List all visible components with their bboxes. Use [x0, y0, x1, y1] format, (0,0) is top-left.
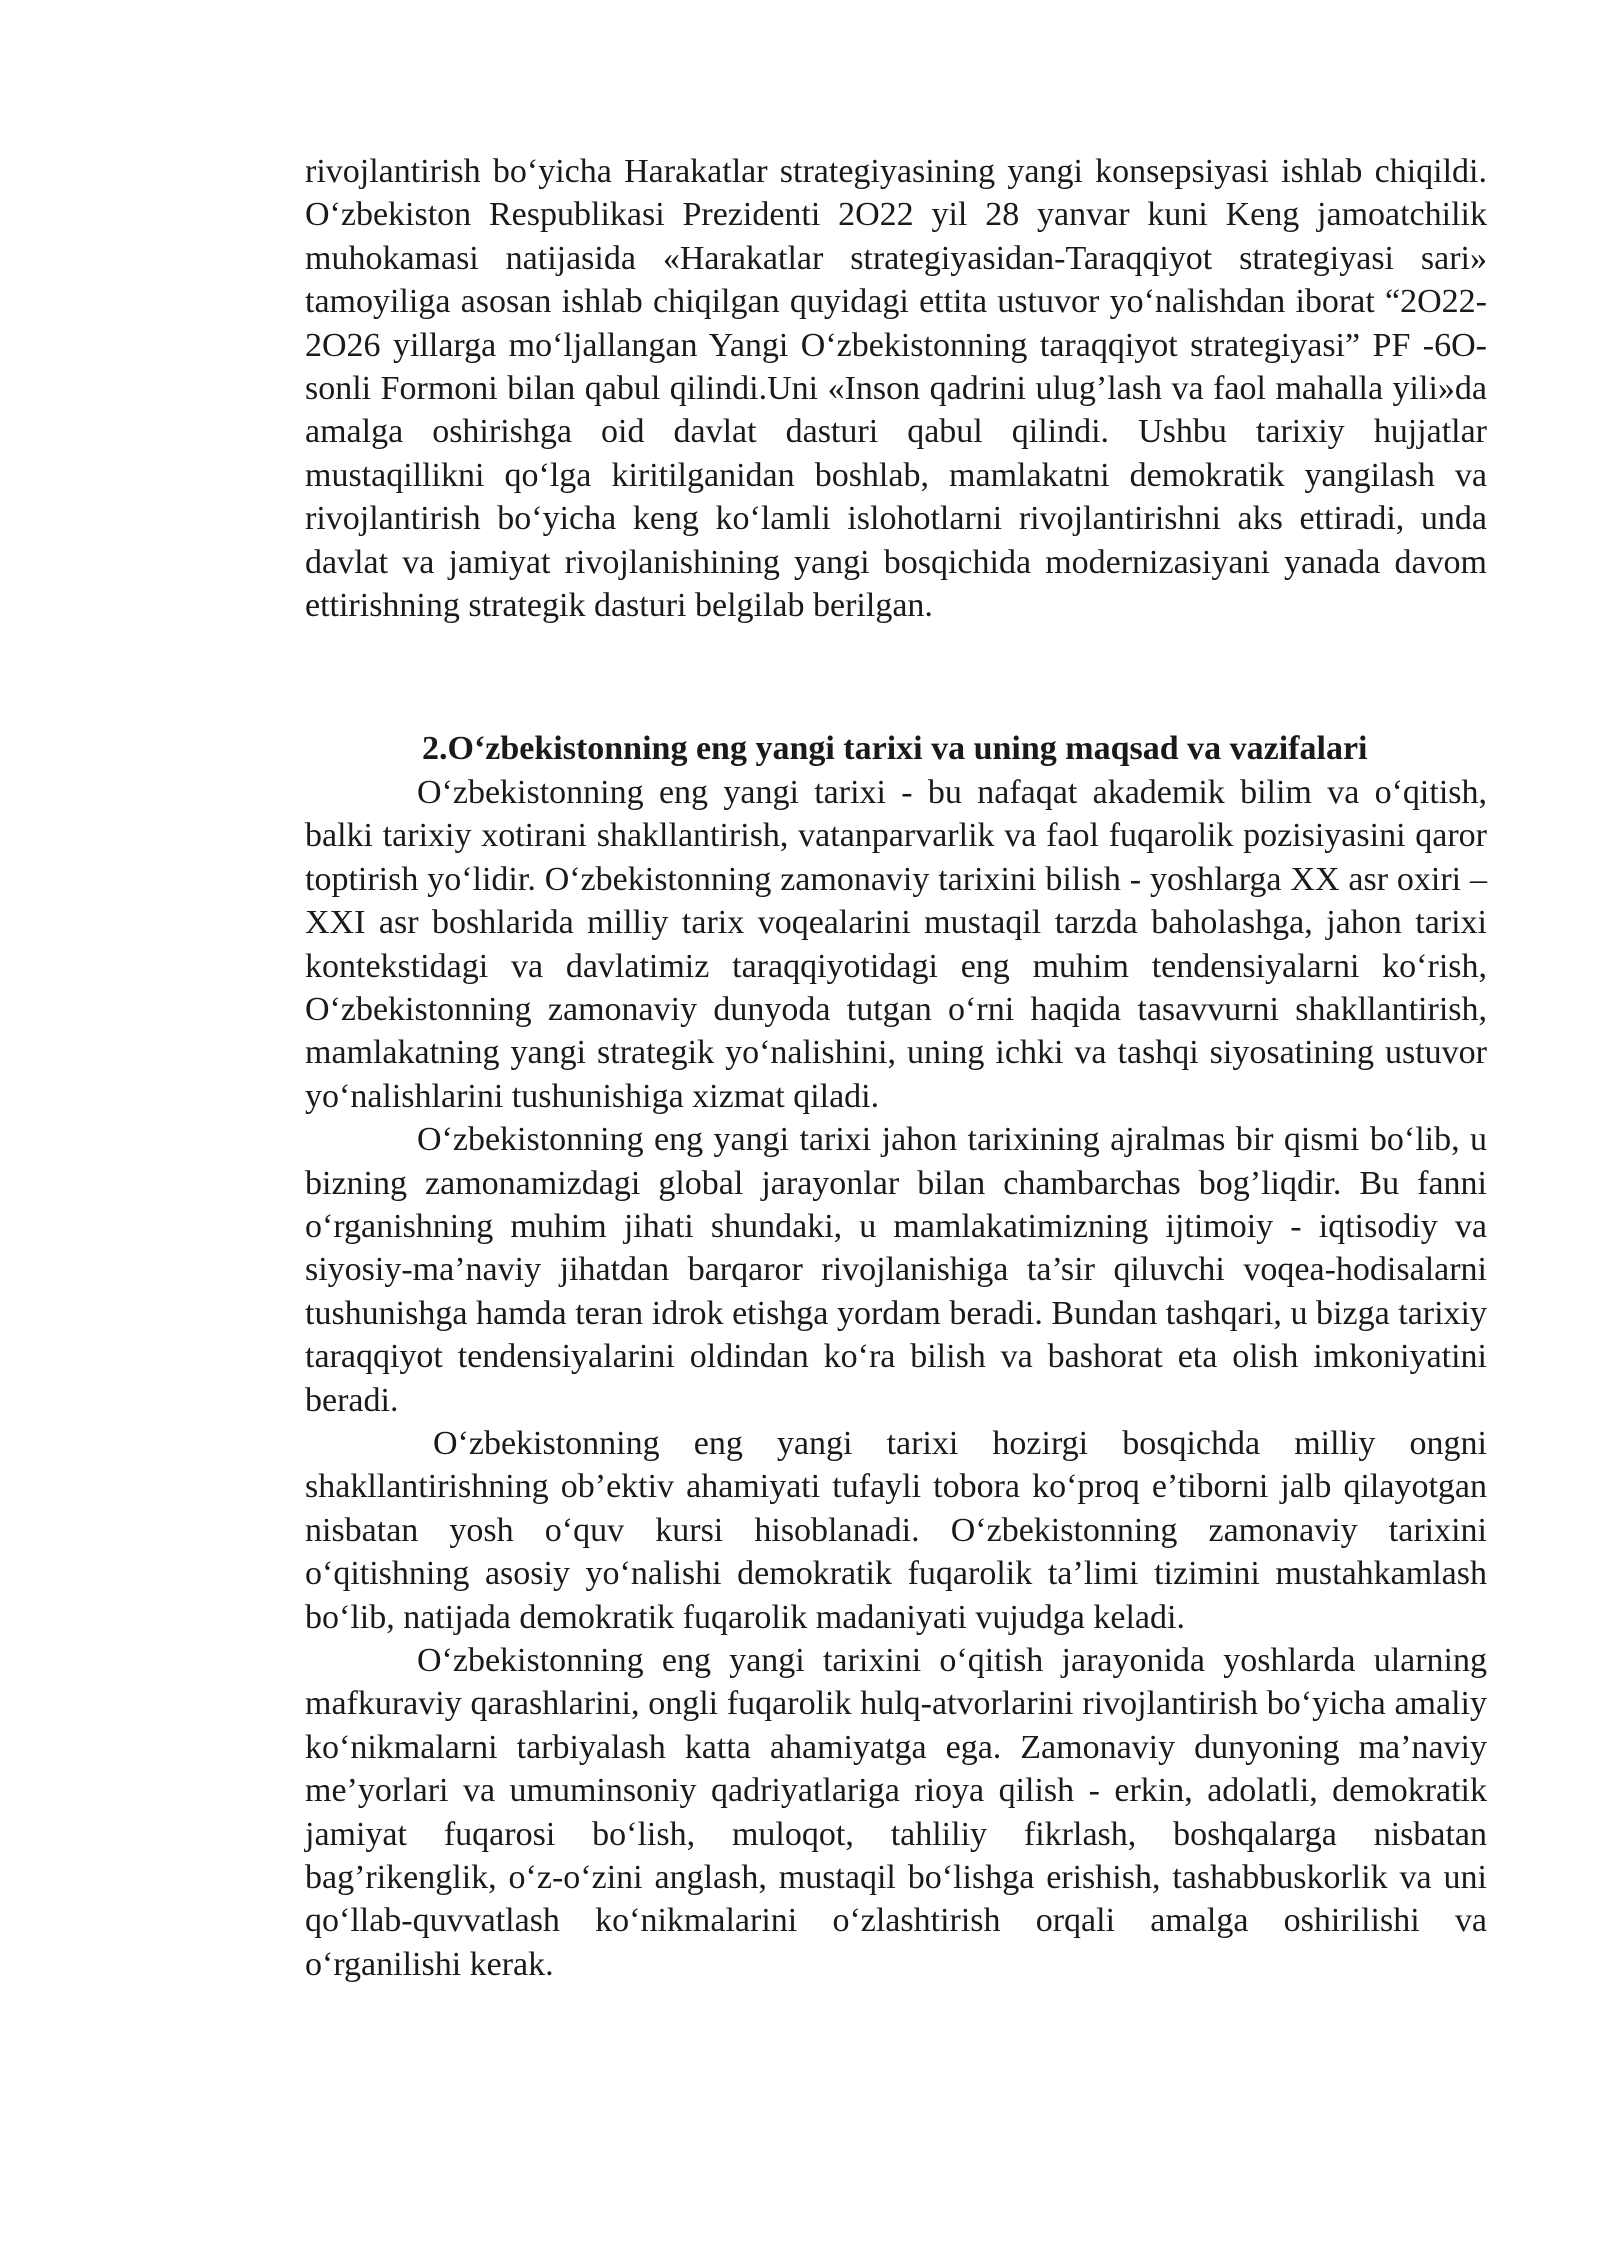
body-paragraph-3: Oʻzbekistonning eng yangi tarixi hozirgi bosqichda milliy ongni shakllantirishning ob’ektiv ahamiyati tufayli tobora koʻproq e’tiborni jalb qilayotgan nisbatan yosh oʻquv kursi hisoblanadi. Oʻzbekistonning zamonaviy tarixini oʻqitishning asosiy yoʻnalishi demokratik fuqarolik ta’limi tizimini mustahkamlash boʻlib, natijada demokratik fuqarolik madaniyati vujudga keladi.	[305, 1424, 1487, 1636]
section-spacer	[305, 627, 1487, 727]
intro-paragraph: rivojlantirish boʻyicha Harakatlar strategiyasining yangi konsepsiyasi ishlab chiqildi. Oʻzbekiston Respublikasi Prezidenti 2O22 yil 28 yanvar kuni Keng jamoatchilik muhokamasi natijasida «Harakatlar strategiyasidan-Taraqqiyot strategiyasi sari» tamoyiliga asosan ishlab chiqilgan quyidagi ettita ustuvor yoʻnalishdan iborat “2O22-2O26 yillarga moʻljallangan Yangi Oʻzbekistonning taraqqiyot strategiyasi” PF -6O-sonli Formoni bilan qabul qilindi.Uni «Inson qadrini ulug’lash va faol mahalla yili»da amalga oshirishga oid davlat dasturi qabul qilindi. Ushbu tarixiy hujjatlar mustaqillikni qoʻlga kiritilganidan boshlab, mamlakatni demokratik yangilash va rivojlantirish boʻyicha keng koʻlamli islohotlarni rivojlantirishni aks ettiradi, unda davlat va jamiyat rivojlanishining yangi bosqichida modernizasiyani yanada davom ettirishning strategik dasturi belgilab berilgan.	[305, 153, 1487, 625]
page-content	[305, 150, 1487, 1986]
body-paragraph-2: Oʻzbekistonning eng yangi tarixi jahon tarixining ajralmas bir qismi boʻlib, u bizning zamonamizdagi global jarayonlar bilan chambarchas bog’liqdir. Bu fanni oʻrganishning muhim jihati shundaki, u mamlakatimizning ijtimoiy - iqtisodiy va siyosiy-ma’naviy jihatdan barqaror rivojlanishiga ta’sir qiluvchi voqea-hodisalarni tushunishga hamda teran idrok etishga yordam beradi. Bundan tashqari, u bizga tarixiy taraqqiyot tendensiyalarini oldindan koʻra bilish va bashorat eta olish imkoniyatini beradi.	[305, 1121, 1487, 1419]
body-paragraph-4: Oʻzbekistonning eng yangi tarixini oʻqitish jarayonida yoshlarda ularning mafkuraviy qarashlarini, ongli fuqarolik hulq-atvorlarini rivojlantirish boʻyicha amaliy koʻnikmalarni tarbiyalash katta ahamiyatga ega. Zamonaviy dunyoning ma’naviy me’yorlari va umuminsoniy qadriyatlariga rioya qilish - erkin, adolatli, demokratik jamiyat fuqarosi boʻlish, muloqot, tahliliy fikrlash, boshqalarga nisbatan bag’rikenglik, oʻz-oʻzini anglash, mustaqil boʻlishga erishish, tashabbuskorlik va uni qoʻllab-quvvatlash koʻnikmalarini oʻzlashtirish orqali amalga oshirilishi va oʻrganilishi kerak.	[305, 1642, 1487, 1983]
section-heading: 2.Oʻzbekistonning eng yangi tarixi va uning maqsad va vazifalari	[422, 730, 1368, 768]
body-paragraph-1: Oʻzbekistonning eng yangi tarixi - bu nafaqat akademik bilim va oʻqitish, balki tarixiy xotirani shakllantirish, vatanparvarlik va faol fuqarolik pozisiyasini qaror toptirish yoʻlidir. Oʻzbekistonning zamonaviy tarixini bilish - yoshlarga XX asr oxiri – XXI asr boshlarida milliy tarix voqealarini mustaqil tarzda baholashga, jahon tarixi kontekstidagi va davlatimiz taraqqiyotidagi eng muhim tendensiyalarni koʻrish, Oʻzbekistonning zamonaviy dunyoda tutgan oʻrni haqida tasavvurni shakllantirish, mamlakatning yangi strategik yoʻnalishini, uning ichki va tashqi siyosatining ustuvor yoʻnalishlarini tushunishiga xizmat qiladi.	[305, 773, 1487, 1115]
